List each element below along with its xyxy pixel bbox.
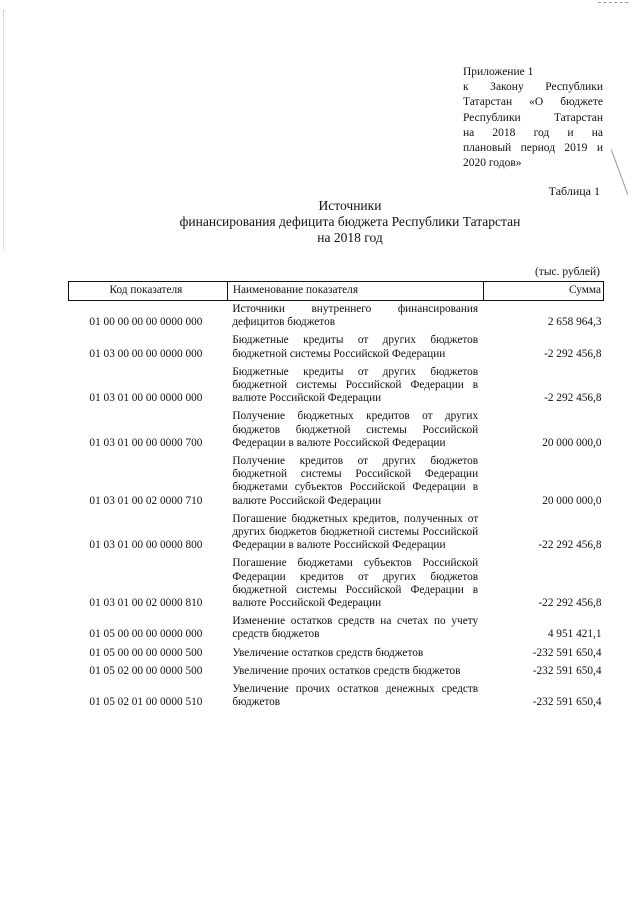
scan-artifact-line <box>611 149 628 194</box>
table-row <box>69 663 604 681</box>
appendix-line: Республики Татарстан <box>463 111 603 124</box>
row-name: Увеличение остатков средств бюджетов <box>232 646 424 659</box>
row-code: 01 03 01 00 00 0000 700 <box>89 436 203 449</box>
row-amount: -232 591 650,4 <box>532 696 602 709</box>
appendix-line: Приложение 1 <box>463 66 534 78</box>
row-amount: -22 292 456,8 <box>538 539 602 552</box>
appendix-line: 2020 годов» <box>463 157 522 170</box>
appendix-note <box>463 65 603 171</box>
table-row <box>69 408 604 453</box>
row-amount: -232 591 650,4 <box>532 646 602 659</box>
table-row <box>69 332 604 363</box>
table-row <box>69 645 604 663</box>
appendix-line: Татарстан «О бюджете <box>463 96 603 109</box>
header-name: Наименование показателя <box>227 282 483 301</box>
financing-sources-table <box>68 281 604 712</box>
row-name: Источники внутреннего финансирования дефицитов бюджетов <box>232 303 479 329</box>
row-code: 01 03 01 00 00 0000 800 <box>89 539 203 552</box>
table-number-label: Таблица 1 <box>548 184 600 198</box>
header-amount: Сумма <box>483 282 603 301</box>
row-name: Получение бюджетных кредитов от других бюджетов бюджетной системы Российской Федерации в валюте Российской Федерации <box>232 410 479 449</box>
page-title <box>0 198 640 246</box>
row-name: Изменение остатков средств на счетах по учету средств бюджетов <box>232 615 479 641</box>
table-row <box>69 681 604 712</box>
table-row <box>69 555 604 613</box>
table-row <box>69 301 604 333</box>
row-amount: -2 292 456,8 <box>544 347 602 360</box>
row-amount: 20 000 000,0 <box>542 494 602 507</box>
row-name: Бюджетные кредиты от других бюджетов бюджетной системы Российской Федерации в валюте Российской Федерации <box>232 365 479 405</box>
title-line: Источники <box>318 198 382 213</box>
appendix-line: на 2018 год и на <box>463 126 603 139</box>
table-row <box>69 613 604 644</box>
row-amount: -22 292 456,8 <box>538 597 602 610</box>
row-name: Погашение бюджетных кредитов, полученных от других бюджетов бюджетной системы Российской Федерации в валюте Российской Федерации <box>232 512 479 552</box>
table-body <box>69 301 604 713</box>
row-code: 01 05 00 00 00 0000 500 <box>89 646 203 659</box>
table-row <box>69 364 604 409</box>
row-code: 01 05 02 01 00 0000 510 <box>89 696 203 709</box>
appendix-line: плановый период 2019 и <box>463 142 603 155</box>
title-line: на 2018 год <box>317 230 383 245</box>
table-header-row <box>69 282 604 301</box>
scan-corner-mark <box>598 2 628 4</box>
row-code: 01 05 02 00 00 0000 500 <box>89 664 203 677</box>
title-line: финансирования дефицита бюджета Республики Татарстан <box>179 214 521 229</box>
row-code: 01 05 00 00 00 0000 000 <box>89 628 203 641</box>
row-amount: -2 292 456,8 <box>544 392 602 405</box>
table-row <box>69 511 604 556</box>
row-code: 01 03 01 00 00 0000 000 <box>89 392 203 405</box>
row-name: Погашение бюджетами субъектов Российской Федерации кредитов от других бюджетов бюджетной системы Российской Федерации в валюте Российской Федерации <box>232 557 479 610</box>
row-name: Бюджетные кредиты от других бюджетов бюджетной системы Российской Федерации <box>232 334 479 360</box>
row-name: Получение кредитов от других бюджетов бюджетной системы Российской Федерации бюджетами субъектов Российской Федерации в валюте Российской Федерации <box>232 455 479 507</box>
header-code: Код показателя <box>69 282 228 301</box>
row-name: Увеличение прочих остатков денежных средств бюджетов <box>232 683 479 709</box>
row-amount: 2 658 964,3 <box>547 316 602 329</box>
table-row <box>69 453 604 511</box>
row-amount: 20 000 000,0 <box>542 436 602 449</box>
appendix-line: к Закону Республики <box>463 81 603 94</box>
row-code: 01 03 01 00 02 0000 810 <box>89 597 203 610</box>
row-name: Увеличение прочих остатков средств бюджетов <box>232 664 461 677</box>
row-code: 01 00 00 00 00 0000 000 <box>89 316 203 329</box>
row-amount: 4 951 421,1 <box>547 628 602 641</box>
row-code: 01 03 00 00 00 0000 000 <box>89 347 203 360</box>
units-label: (тыс. рублей) <box>534 266 600 278</box>
row-code: 01 03 01 00 02 0000 710 <box>89 494 203 507</box>
row-amount: -232 591 650,4 <box>532 664 602 677</box>
